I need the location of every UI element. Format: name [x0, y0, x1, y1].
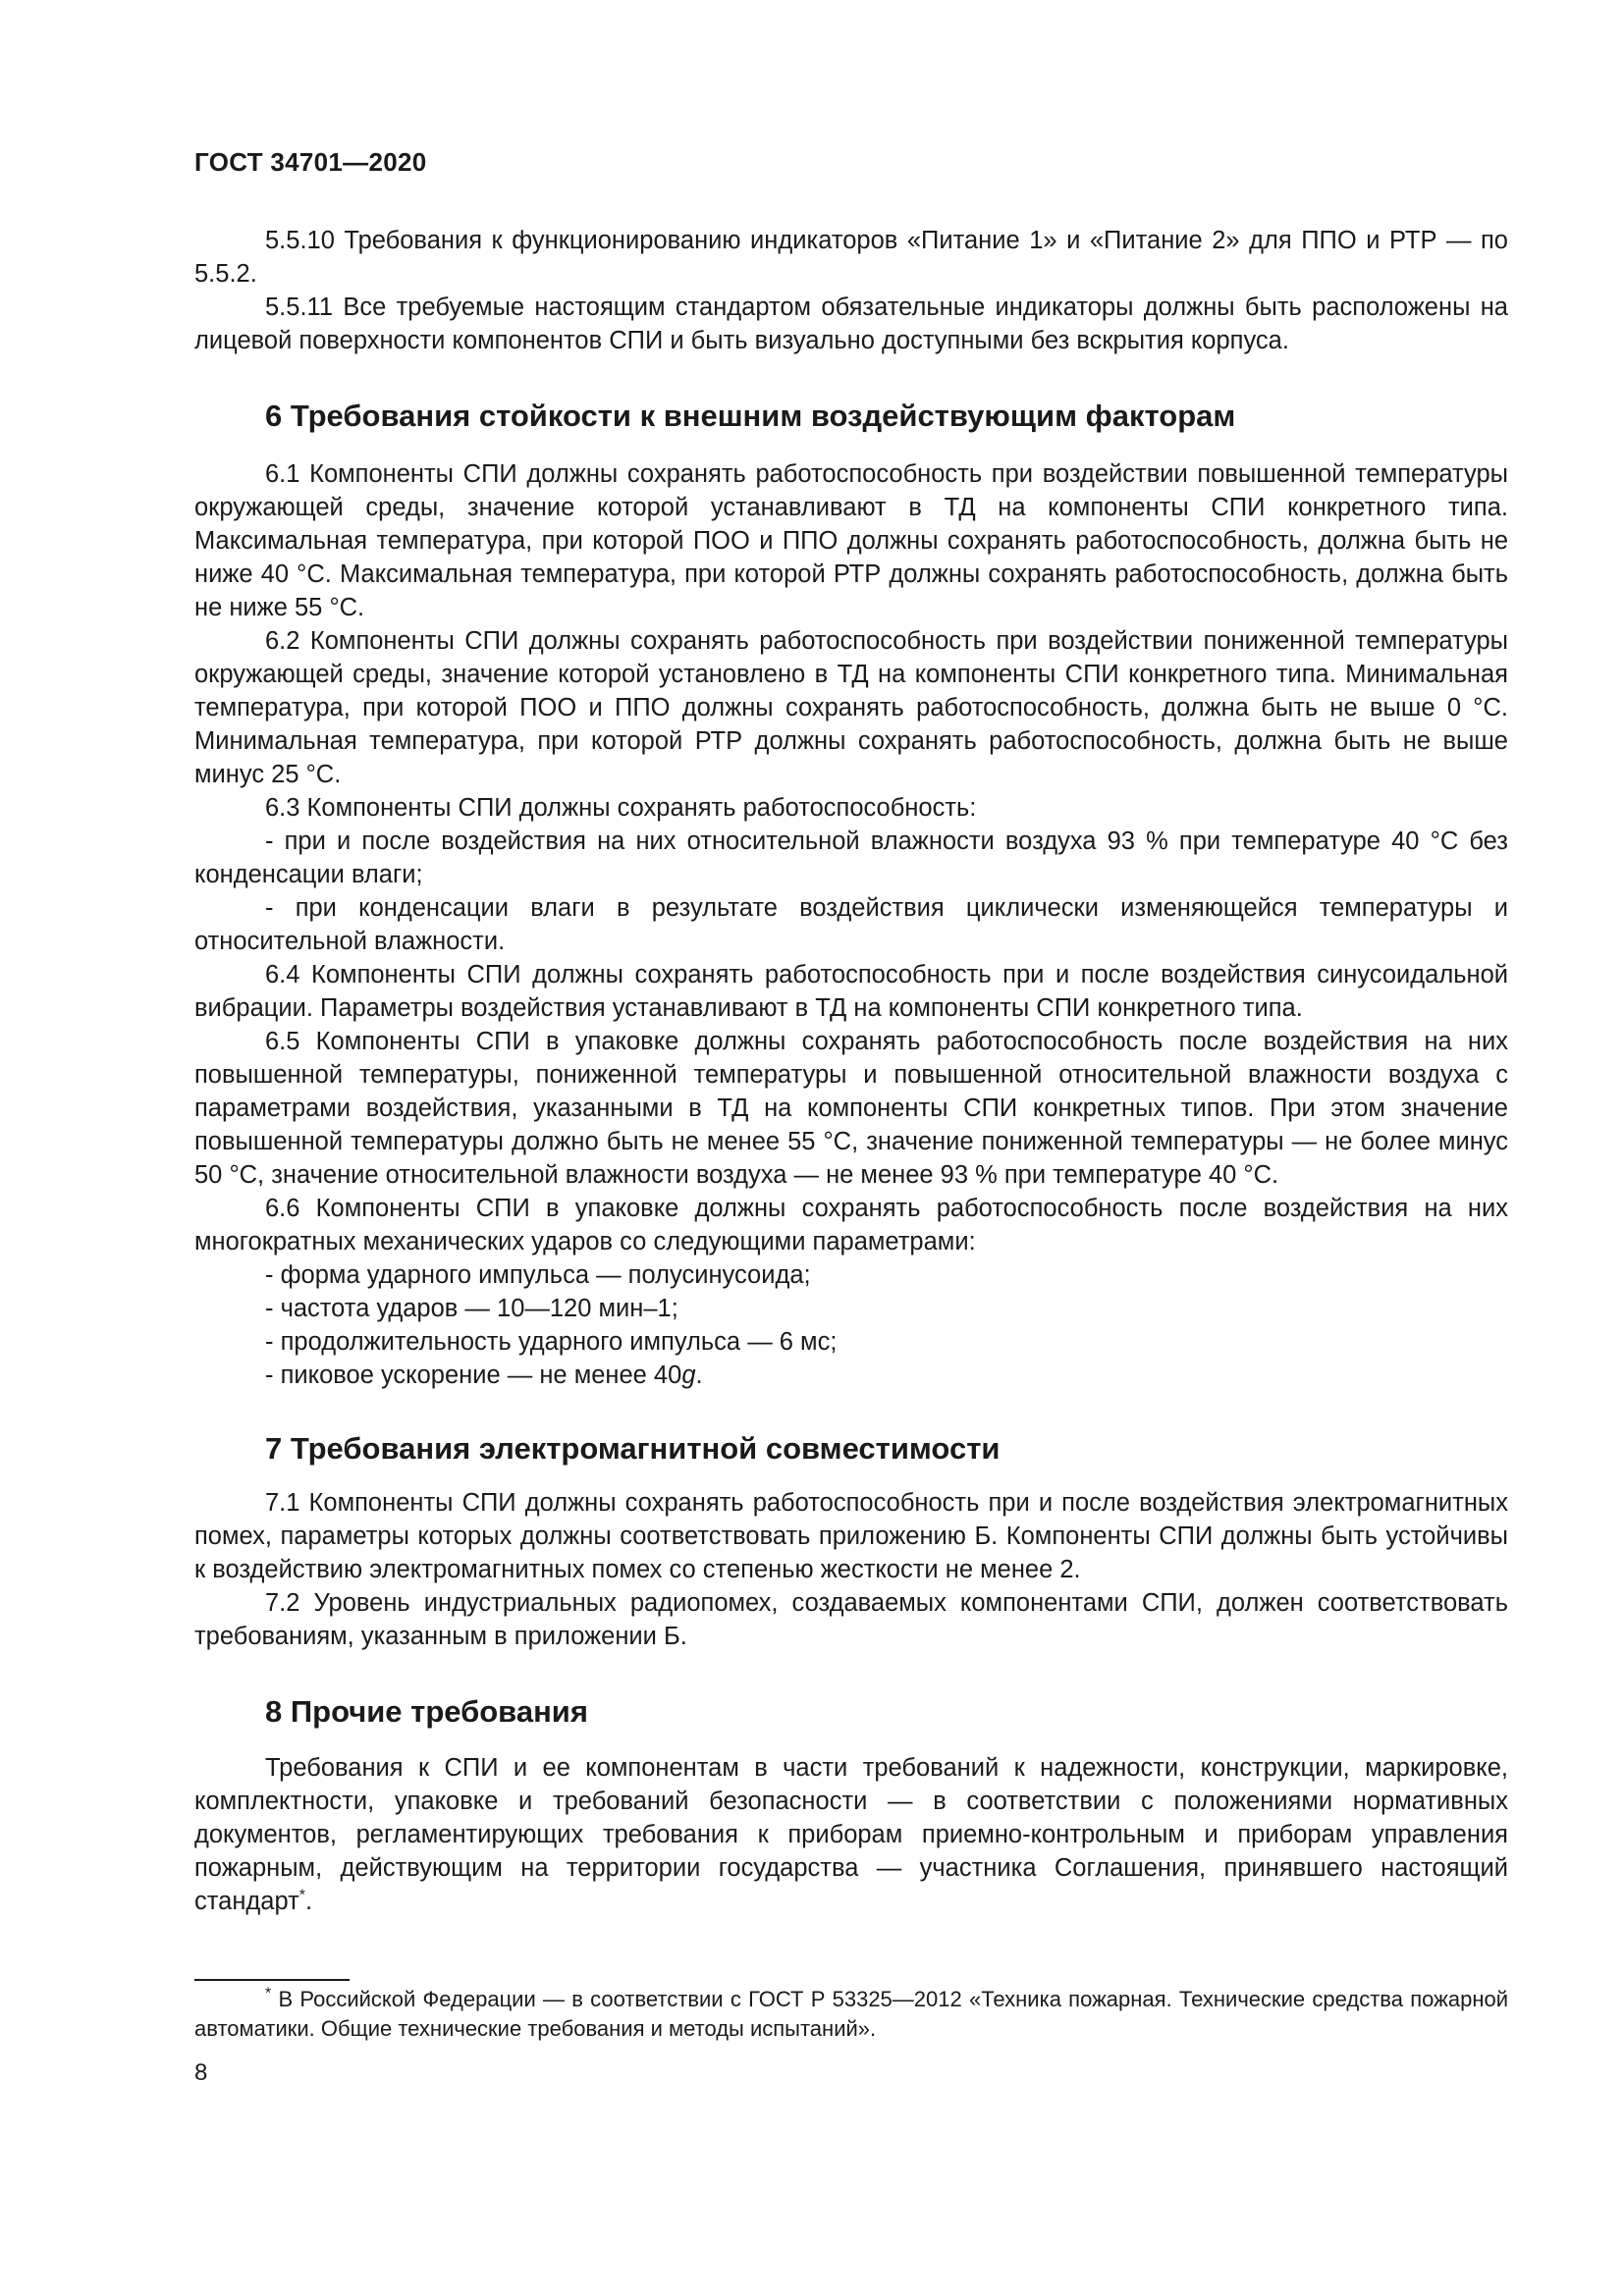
document-body	[194, 224, 1508, 1918]
paragraph-6-3: 6.3 Компоненты СПИ должны сохранять работоспособность:	[265, 794, 977, 822]
footnote-text	[194, 1985, 1508, 2044]
paragraph-5-5-10: 5.5.10 Требования к функционированию индикаторов «Питание 1» и «Питание 2» для ППО и РТР — по 5.5.2.	[194, 227, 1508, 288]
page-number: 8	[194, 2059, 208, 2086]
paragraph-6-5: 6.5 Компоненты СПИ в упаковке должны сохранять работоспособность после воздействия на них повышенной температуры, пониженной температуры и повышенной относительной влажности воздуха с параметрами воздействия, указанными в ТД на компоненты СПИ конкретных типов. При этом значение повышенной температуры должно быть не менее 55 °С, значение пониженной температуры — не более минус 50 °С, значение относительной влажности воздуха — не менее 93 % при температуре 40 °С.	[194, 1028, 1508, 1189]
gravity-symbol: g	[681, 1362, 696, 1389]
paragraph-5-5-11: 5.5.11 Все требуемые настоящим стандартом обязательные индикаторы должны быть расположены на лицевой поверхности компонентов СПИ и быть визуально доступными без вскрытия корпуса.	[194, 294, 1508, 354]
paragraph-6-3-item-a: - при и после воздействия на них относительной влажности воздуха 93 % при температуре 40 °С без конденсации влаги;	[194, 828, 1508, 888]
paragraph-7-2: 7.2 Уровень индустриальных радиопомех, создаваемых компонентами СПИ, должен соответствовать требованиям, указанным в приложении Б.	[194, 1589, 1508, 1650]
footnote-divider	[194, 1979, 350, 1981]
footnote-body: В Российской Федерации — в соответствии с ГОСТ Р 53325—2012 «Техника пожарная. Технические средства пожарной автоматики. Общие технические требования и методы испытаний».	[194, 1987, 1508, 2041]
list-item: - продолжительность ударного импульса — 6 мс;	[265, 1328, 838, 1356]
paragraph-6-1: 6.1 Компоненты СПИ должны сохранять работоспособность при воздействии повышенной температуры окружающей среды, значение которой устанавливают в ТД на компоненты СПИ конкретного типа. Максимальная температура, при которой ПОО и ППО должны сохранять работоспособность, должна быть не ниже 40 °С. Максимальная температура, при которой РТР должны сохранять работоспособность, должна быть не ниже 55 °С.	[194, 460, 1508, 621]
paragraph-8	[194, 1751, 1508, 1918]
footnote	[194, 1985, 1508, 2044]
list-item: - форма ударного импульса — полусинусоида;	[265, 1261, 811, 1289]
paragraph-8-text: Требования к СПИ и ее компонентам в части требований к надежности, конструкции, маркировке, комплектности, упаковке и требований безопасности — в соответствии с положениями нормативных документов, регламентирующих требования к приборам приемно-контрольным и приборам управления пожарным, действующим на территории государства — участника Соглашения, принявшего настоящий стандарт	[194, 1754, 1508, 1915]
list-item: - частота ударов — 10—120 мин–1;	[265, 1295, 678, 1322]
paragraph-6-2: 6.2 Компоненты СПИ должны сохранять работоспособность при воздействии пониженной температуры окружающей среды, значение которой установлено в ТД на компоненты СПИ конкретного типа. Минимальная температура, при которой ПОО и ППО должны сохранять работоспособность, должна быть не выше 0 °С. Минимальная температура, при которой РТР должны сохранять работоспособность, должна быть не выше минус 25 °С.	[194, 627, 1508, 788]
footnote-mark: *	[265, 1985, 272, 2002]
section-7-heading: 7 Требования электромагнитной совместимости	[265, 1431, 1001, 1466]
section-6-heading: 6 Требования стойкости к внешним воздействующим факторам	[265, 399, 1236, 433]
footnote-reference: *	[298, 1887, 306, 1904]
section-8-heading: 8 Прочие требования	[265, 1694, 588, 1729]
paragraph-6-6: 6.6 Компоненты СПИ в упаковке должны сохранять работоспособность после воздействия на них многократных механических ударов со следующими параметрами:	[194, 1195, 1508, 1255]
paragraph-6-4: 6.4 Компоненты СПИ должны сохранять работоспособность при и после воздействия синусоидальной вибрации. Параметры воздействия устанавливают в ТД на компоненты СПИ конкретного типа.	[194, 961, 1508, 1022]
list-item-text: - пиковое ускорение — не менее 40	[265, 1362, 682, 1389]
list-item-end: .	[695, 1362, 703, 1389]
paragraph-7-1: 7.1 Компоненты СПИ должны сохранять работоспособность при и после воздействия электромагнитных помех, параметры которых должны соответствовать приложению Б. Компоненты СПИ должны быть устойчивы к воздействию электромагнитных помех со степенью жесткости не менее 2.	[194, 1489, 1508, 1583]
paragraph-8-end: .	[305, 1888, 313, 1915]
paragraph-6-3-item-b: - при конденсации влаги в результате воздействия циклически изменяющейся температуры и относительной влажности.	[194, 894, 1508, 955]
list-item	[194, 1359, 1508, 1392]
document-header: ГОСТ 34701—2020	[194, 147, 427, 177]
